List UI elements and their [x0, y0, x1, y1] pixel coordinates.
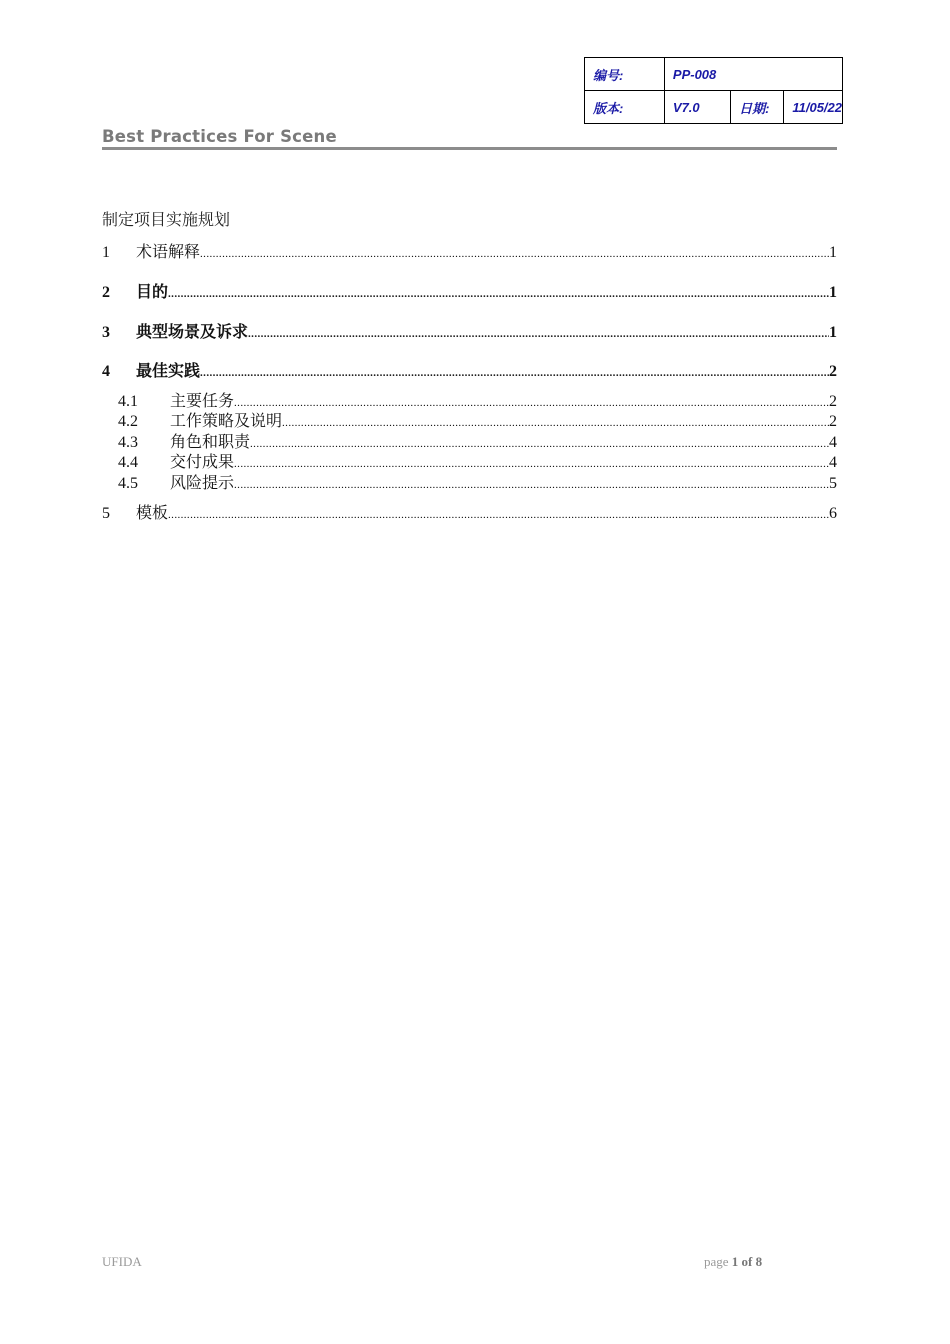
toc-entry-label: 交付成果: [170, 454, 235, 471]
document-info-table: [584, 57, 843, 124]
toc-entry-2[interactable]: [102, 283, 837, 304]
toc-entry-label: 角色和职责: [170, 434, 251, 451]
toc-heading: 制定项目实施规划: [102, 212, 231, 229]
toc-entry-number: 2: [102, 284, 110, 301]
toc-entry-page: 1: [829, 244, 837, 261]
toc-entry-1[interactable]: [102, 243, 837, 264]
header-divider: [102, 147, 837, 150]
toc-entry-label: 工作策略及说明: [170, 413, 283, 430]
toc-entry-4-4[interactable]: [118, 453, 837, 474]
toc-entry-label: 典型场景及诉求: [136, 324, 249, 341]
toc-leader-dots: [168, 505, 829, 525]
doc-version-label: 版本:: [585, 91, 665, 124]
toc-entry-4-2[interactable]: [118, 412, 837, 433]
toc-entry-number: 4.3: [118, 434, 138, 451]
toc-entry-page: 2: [829, 393, 837, 410]
toc-entry-4-5[interactable]: [118, 474, 837, 495]
doc-info-row-version: [585, 91, 843, 124]
toc-entry-number: 4.5: [118, 475, 138, 492]
toc-entry-label: 术语解释: [136, 244, 201, 261]
doc-info-row-number: [585, 58, 843, 91]
doc-date-value: 11/05/22: [784, 91, 843, 124]
doc-version-value: V7.0: [664, 91, 730, 124]
toc-entry-4[interactable]: [102, 362, 837, 383]
toc-entry-label: 主要任务: [170, 393, 235, 410]
toc-entry-page: 1: [829, 324, 837, 341]
footer-page-current: 1: [731, 1254, 739, 1269]
toc-entry-page: 4: [829, 454, 837, 471]
footer-page-number: [704, 1254, 762, 1270]
toc-entry-page: 2: [829, 413, 837, 430]
footer-company: UFIDA: [102, 1254, 142, 1269]
toc-entry-number: 4.4: [118, 454, 138, 471]
toc-entry-label: 模板: [136, 505, 169, 522]
toc-entry-number: 5: [102, 505, 110, 522]
toc-entry-4-3[interactable]: [118, 433, 837, 454]
toc-entry-number: 4: [102, 363, 110, 380]
toc-entry-number: 4.1: [118, 393, 138, 410]
toc-entry-page: 6: [829, 505, 837, 522]
toc-leader-dots: [234, 475, 829, 495]
toc-entry-label: 目的: [136, 284, 169, 301]
toc-leader-dots: [200, 363, 829, 383]
toc-leader-dots: [248, 324, 829, 344]
toc-entry-page: 5: [829, 475, 837, 492]
toc-leader-dots: [234, 393, 829, 413]
toc-entry-page: 4: [829, 434, 837, 451]
toc-entry-label: 最佳实践: [136, 363, 201, 380]
toc-entry-number: 3: [102, 324, 110, 341]
toc-leader-dots: [234, 454, 829, 474]
footer-page-prefix: page: [704, 1254, 729, 1269]
footer-page-total: 8: [755, 1254, 763, 1269]
toc-entry-4-1[interactable]: [118, 392, 837, 413]
toc-entry-number: 1: [102, 244, 110, 261]
toc-leader-dots: [250, 434, 829, 454]
toc-entry-number: 4.2: [118, 413, 138, 430]
toc-leader-dots: [168, 284, 829, 304]
page-header-title: Best Practices For Scene: [102, 127, 337, 146]
toc-entry-label: 风险提示: [170, 475, 235, 492]
toc-leader-dots: [200, 244, 829, 264]
toc-leader-dots: [282, 413, 829, 433]
toc-entry-3[interactable]: [102, 323, 837, 344]
doc-number-label: 编号:: [585, 58, 665, 91]
toc-entry-page: 2: [829, 363, 837, 380]
doc-number-value: PP-008: [664, 58, 842, 91]
toc-entry-page: 1: [829, 284, 837, 301]
toc-entry-5[interactable]: [102, 504, 837, 525]
doc-date-label: 日期:: [731, 91, 784, 124]
footer-page-of: of: [741, 1254, 753, 1269]
